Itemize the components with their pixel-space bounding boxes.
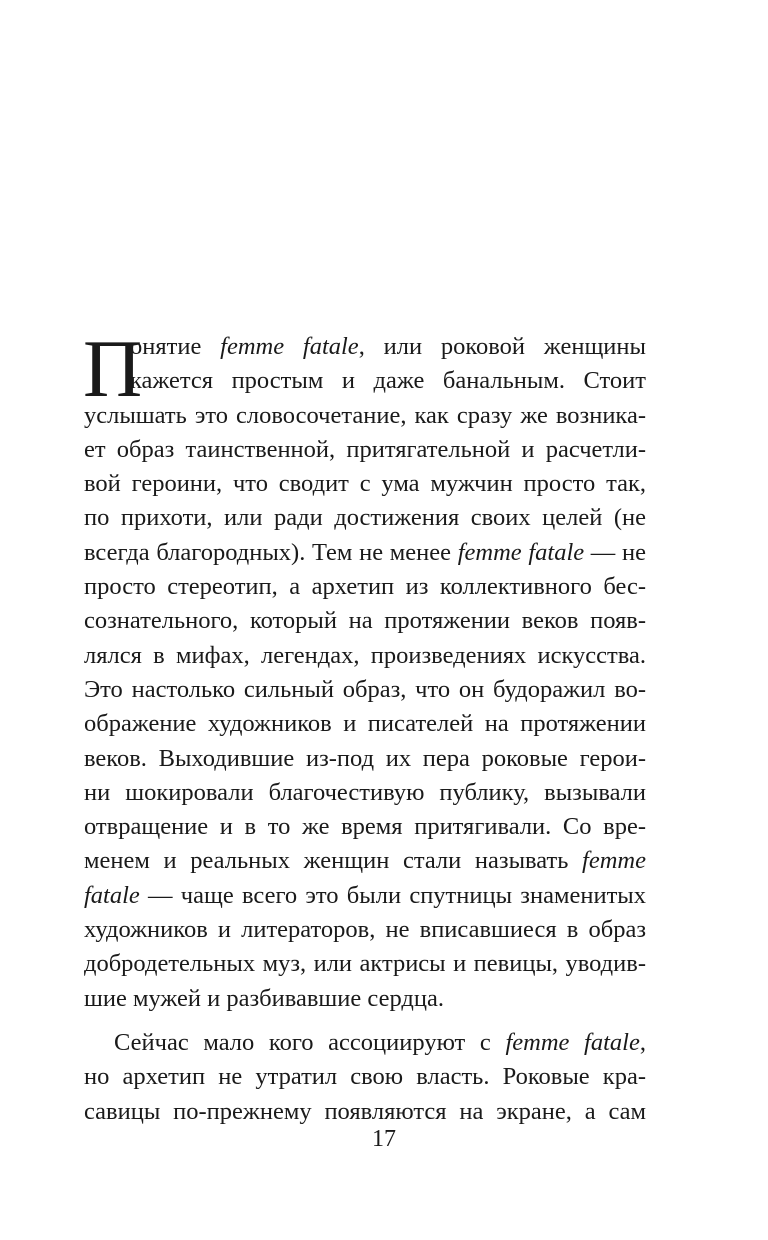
text-line: савицы по-прежнему появляются на экране, а сам bbox=[84, 1097, 646, 1125]
text-line: fatale — чаще всего это были спутницы знаменитых bbox=[84, 881, 646, 909]
text-line: ет образ таинственной, притягательной и расчетли- bbox=[84, 435, 646, 463]
text-line: ображение художников и писателей на протяжении bbox=[84, 710, 646, 738]
text-line: художников и литераторов, не вписавшиеся в образ bbox=[84, 916, 646, 944]
body-text bbox=[83, 323, 646, 1129]
text-line: просто стереотип, а архетип из коллективного бес- bbox=[84, 573, 646, 601]
text-line: Сейчас мало кого ассоциируют с femme fatale, bbox=[114, 1028, 646, 1056]
text-line: сознательного, который на протяжении веков появ- bbox=[84, 607, 646, 635]
text-line: всегда благородных). Тем не менее femme fatale — не bbox=[84, 538, 646, 566]
text-line: услышать это словосочетание, как сразу же возника- bbox=[84, 401, 646, 429]
text-line: Это настолько сильный образ, что он будоражил во- bbox=[84, 675, 646, 703]
text-line: по прихоти, или ради достижения своих целей (не bbox=[84, 504, 646, 532]
text-line: кажется простым и даже банальным. Стоит bbox=[130, 367, 646, 395]
text-line: лялся в мифах, легендах, произведениях искусства. bbox=[84, 641, 646, 669]
paragraph-1 bbox=[83, 323, 646, 1016]
text-line: добродетельных муз, или актрисы и певицы, уводив- bbox=[84, 950, 646, 978]
text-line: вой героини, что сводит с ума мужчин просто так, bbox=[84, 470, 646, 498]
text-line: отвращение и в то же время притягивали. Со вре- bbox=[84, 813, 646, 841]
text-line: онятие femme fatale, или роковой женщины bbox=[130, 333, 646, 360]
drop-cap: П bbox=[83, 323, 143, 414]
text-line: шие мужей и разбивавшие сердца. bbox=[84, 984, 444, 1012]
text-line: веков. Выходившие из-под их пера роковые герои- bbox=[84, 744, 646, 772]
page-number: 17 bbox=[372, 1126, 396, 1152]
paragraph-2 bbox=[84, 1026, 646, 1129]
text-line: ни шокировали благочестивую публику, вызывали bbox=[84, 778, 646, 806]
text-line: менем и реальных женщин стали называть femme bbox=[84, 847, 646, 875]
text-line: но архетип не утратил свою власть. Роковые кра- bbox=[84, 1063, 646, 1091]
